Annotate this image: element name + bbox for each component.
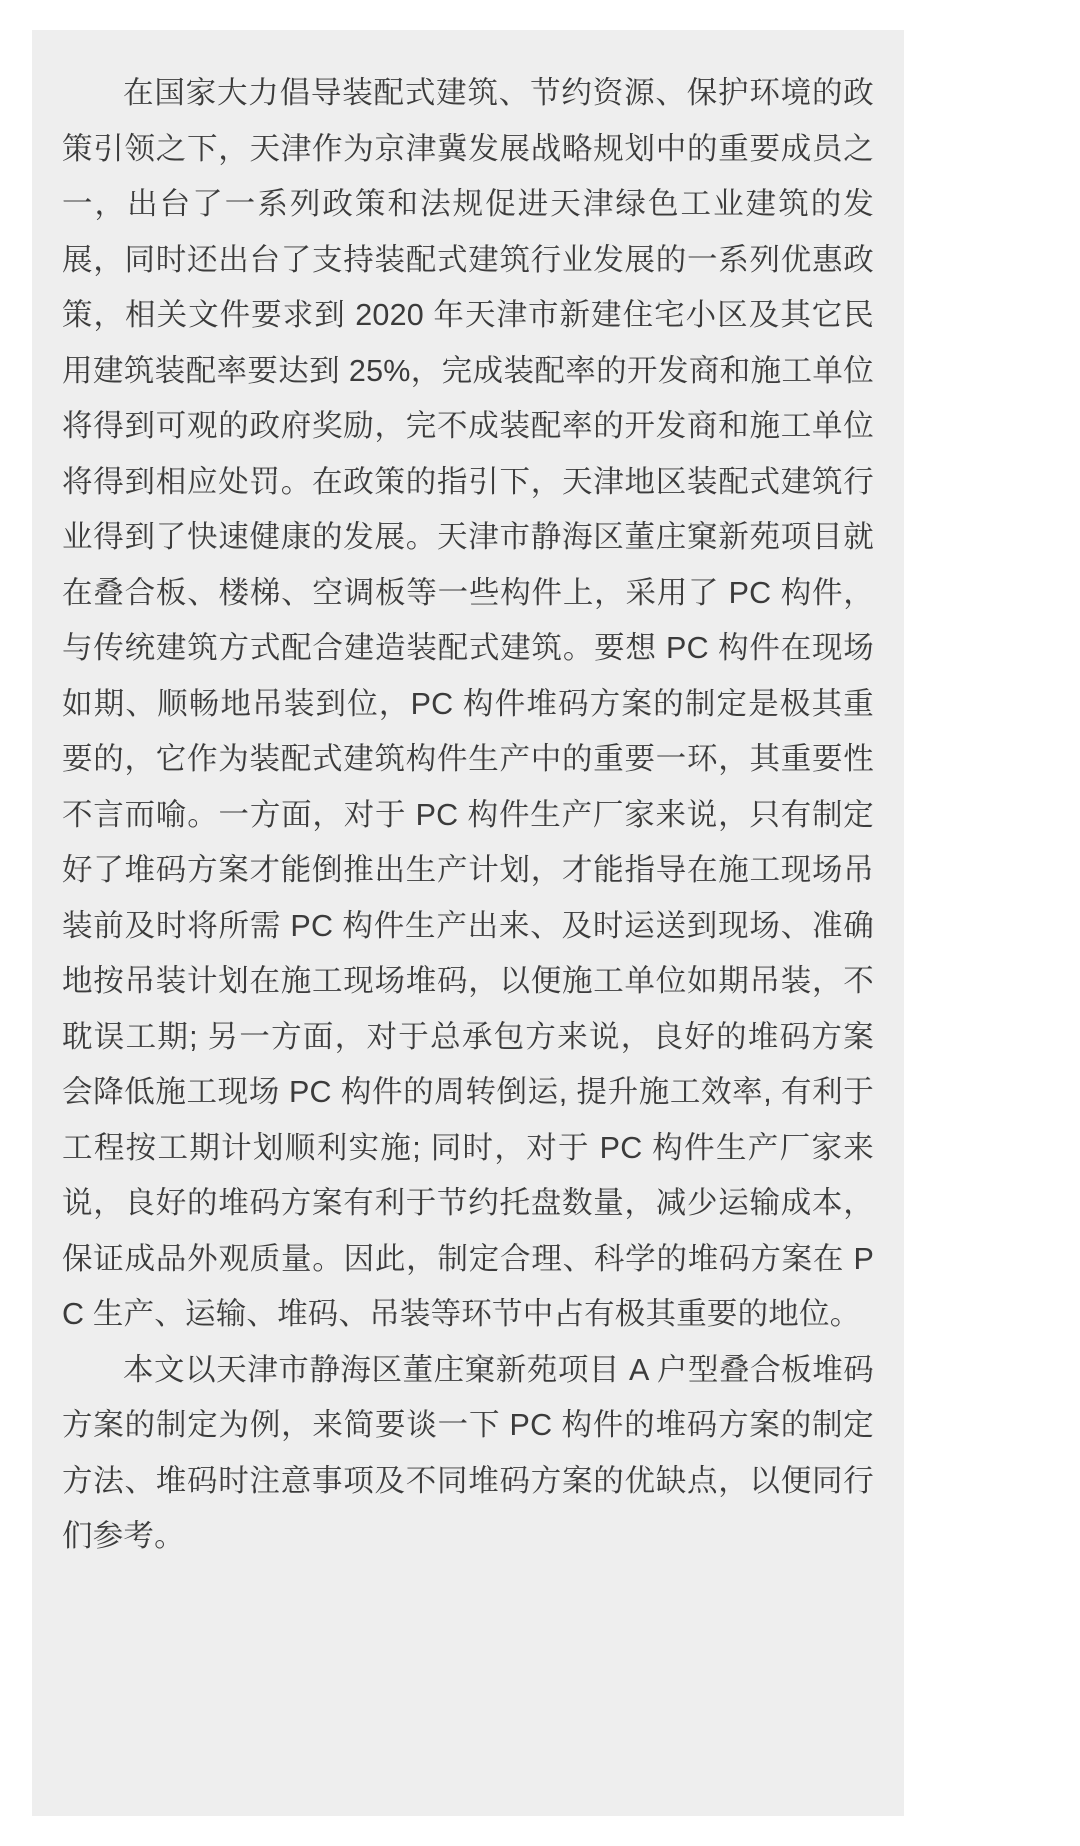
paragraph-1: 在国家大力倡导装配式建筑、节约资源、保护环境的政策引领之下，天津作为京津冀发展战略规划中的重要成员之一，出台了一系列政策和法规促进天津绿色工业建筑的发展，同时还出台了支持装配式建筑行业发展的一系列优惠政策，相关文件要求到 2020 年天津市新建住宅小区及其它民用建筑装配率要达到 25%，完成装配率的开发商和施工单位将得到可观的政府奖励，完不成装配率的开发商和施工单位将得到相应处罚。在政策的指引下，天津地区装配式建筑行业得到了快速健康的发展。天津市静海区董庄窠新苑项目就在叠合板、楼梯、空调板等一些构件上，采用了 PC 构件，与传统建筑方式配合建造装配式建筑。要想 PC 构件在现场如期、顺畅地吊装到位，PC 构件堆码方案的制定是极其重要的，它作为装配式建筑构件生产中的重要一环，其重要性不言而喻。一方面，对于 PC 构件生产厂家来说，只有制定好了堆码方案才能倒推出生产计划，才能指导在施工现场吊装前及时将所需 PC 构件生产出来、及时运送到现场、准确地按吊装计划在施工现场堆码，以便施工单位如期吊装，不耽误工期; 另一方面，对于总承包方来说，良好的堆码方案会降低施工现场 PC 构件的周转倒运, 提升施工效率, 有利于工程按工期计划顺利实施; 同时，对于 PC 构件生产厂家来说，良好的堆码方案有利于节约托盘数量，减少运输成本，保证成品外观质量。因此，制定合理、科学的堆码方案在 PC 生产、运输、堆码、吊装等环节中占有极其重要的地位。 — [62, 76, 874, 1331]
document-body — [62, 66, 874, 1565]
document-page — [32, 30, 904, 1816]
paragraph-2: 本文以天津市静海区董庄窠新苑项目 A 户型叠合板堆码方案的制定为例，来简要谈一下 PC 构件的堆码方案的制定方法、堆码时注意事项及不同堆码方案的优缺点，以便同行们参考。 — [62, 1352, 874, 1553]
